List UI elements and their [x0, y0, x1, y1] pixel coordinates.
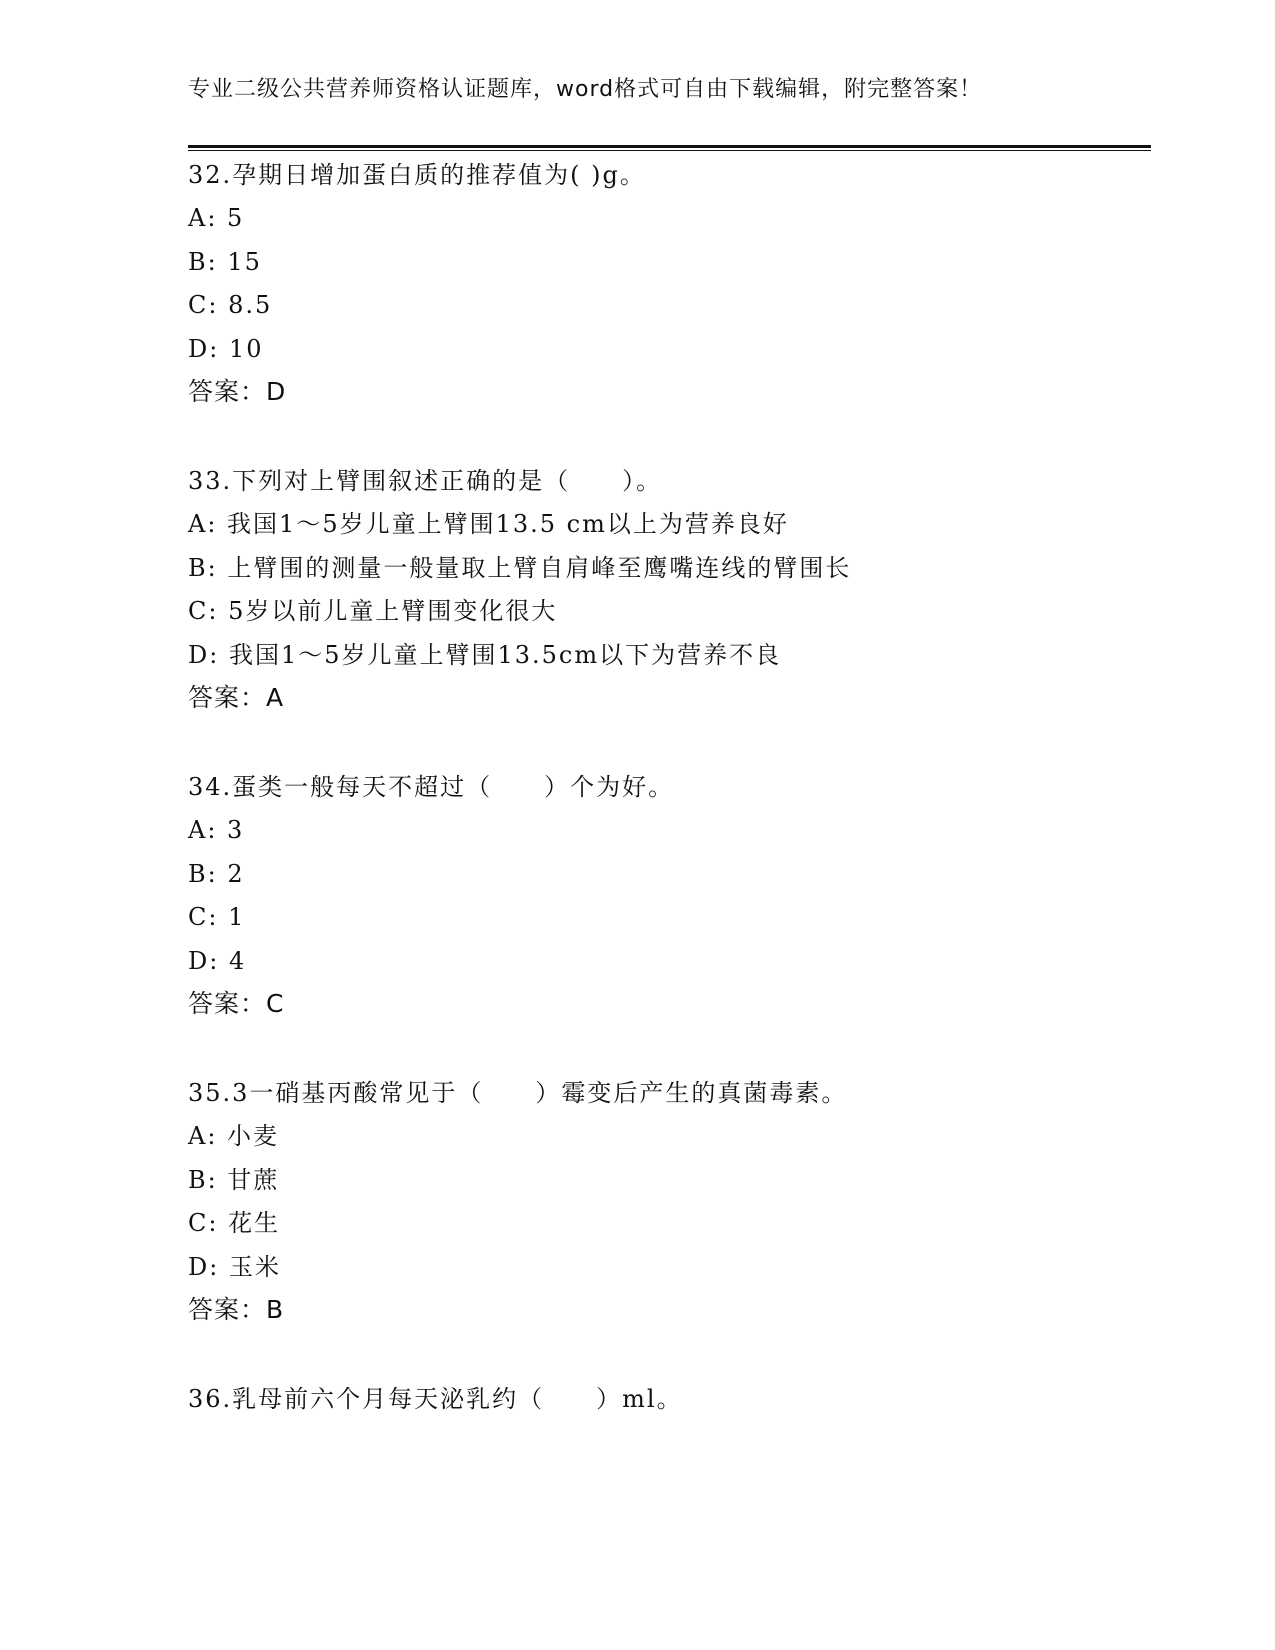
- question-34-option-c: C: 1: [188, 903, 246, 931]
- question-35-option-b: B: 甘蔗: [188, 1166, 280, 1194]
- question-34-answer: 答案：C: [188, 989, 285, 1018]
- header-rule-thin: [188, 150, 1151, 151]
- question-35-answer: 答案：B: [188, 1295, 285, 1324]
- page-header: 专业二级公共营养师资格认证题库，word格式可自由下载编辑，附完整答案！: [188, 77, 983, 102]
- question-32-option-a: A: 5: [188, 204, 245, 232]
- question-35-option-d: D: 玉米: [188, 1253, 281, 1281]
- question-32-answer: 答案：D: [188, 377, 287, 406]
- question-35-option-c: C: 花生: [188, 1209, 281, 1237]
- header-rule-thick: [188, 145, 1151, 148]
- question-33-answer: 答案：A: [188, 683, 285, 712]
- question-33-option-d: D: 我国1～5岁儿童上臂围13.5cm以下为营养不良: [188, 641, 782, 669]
- question-34-option-d: D: 4: [188, 947, 247, 975]
- question-32-option-b: B: 15: [188, 248, 262, 276]
- question-32-option-d: D: 10: [188, 335, 264, 363]
- question-34-stem: 34.蛋类一般每天不超过（ ）个为好。: [188, 773, 675, 801]
- question-33-option-a: A: 我国1～5岁儿童上臂围13.5 cm以上为营养良好: [188, 510, 789, 538]
- question-32-stem: 32.孕期日增加蛋白质的推荐值为( )g。: [188, 161, 646, 189]
- question-35-stem: 35.3一硝基丙酸常见于（ ）霉变后产生的真菌毒素。: [188, 1079, 848, 1107]
- question-33-stem: 33.下列对上臂围叙述正确的是（ ）。: [188, 467, 663, 495]
- question-36-stem: 36.乳母前六个月每天泌乳约（ ）ml。: [188, 1385, 683, 1413]
- question-32-option-c: C: 8.5: [188, 291, 273, 319]
- question-34-option-a: A: 3: [188, 816, 245, 844]
- question-35-option-a: A: 小麦: [188, 1122, 280, 1150]
- question-34-option-b: B: 2: [188, 860, 245, 888]
- question-33-option-b: B: 上臂围的测量一般量取上臂自肩峰至鹰嘴连线的臂围长: [188, 554, 852, 582]
- question-33-option-c: C: 5岁以前儿童上臂围变化很大: [188, 597, 558, 625]
